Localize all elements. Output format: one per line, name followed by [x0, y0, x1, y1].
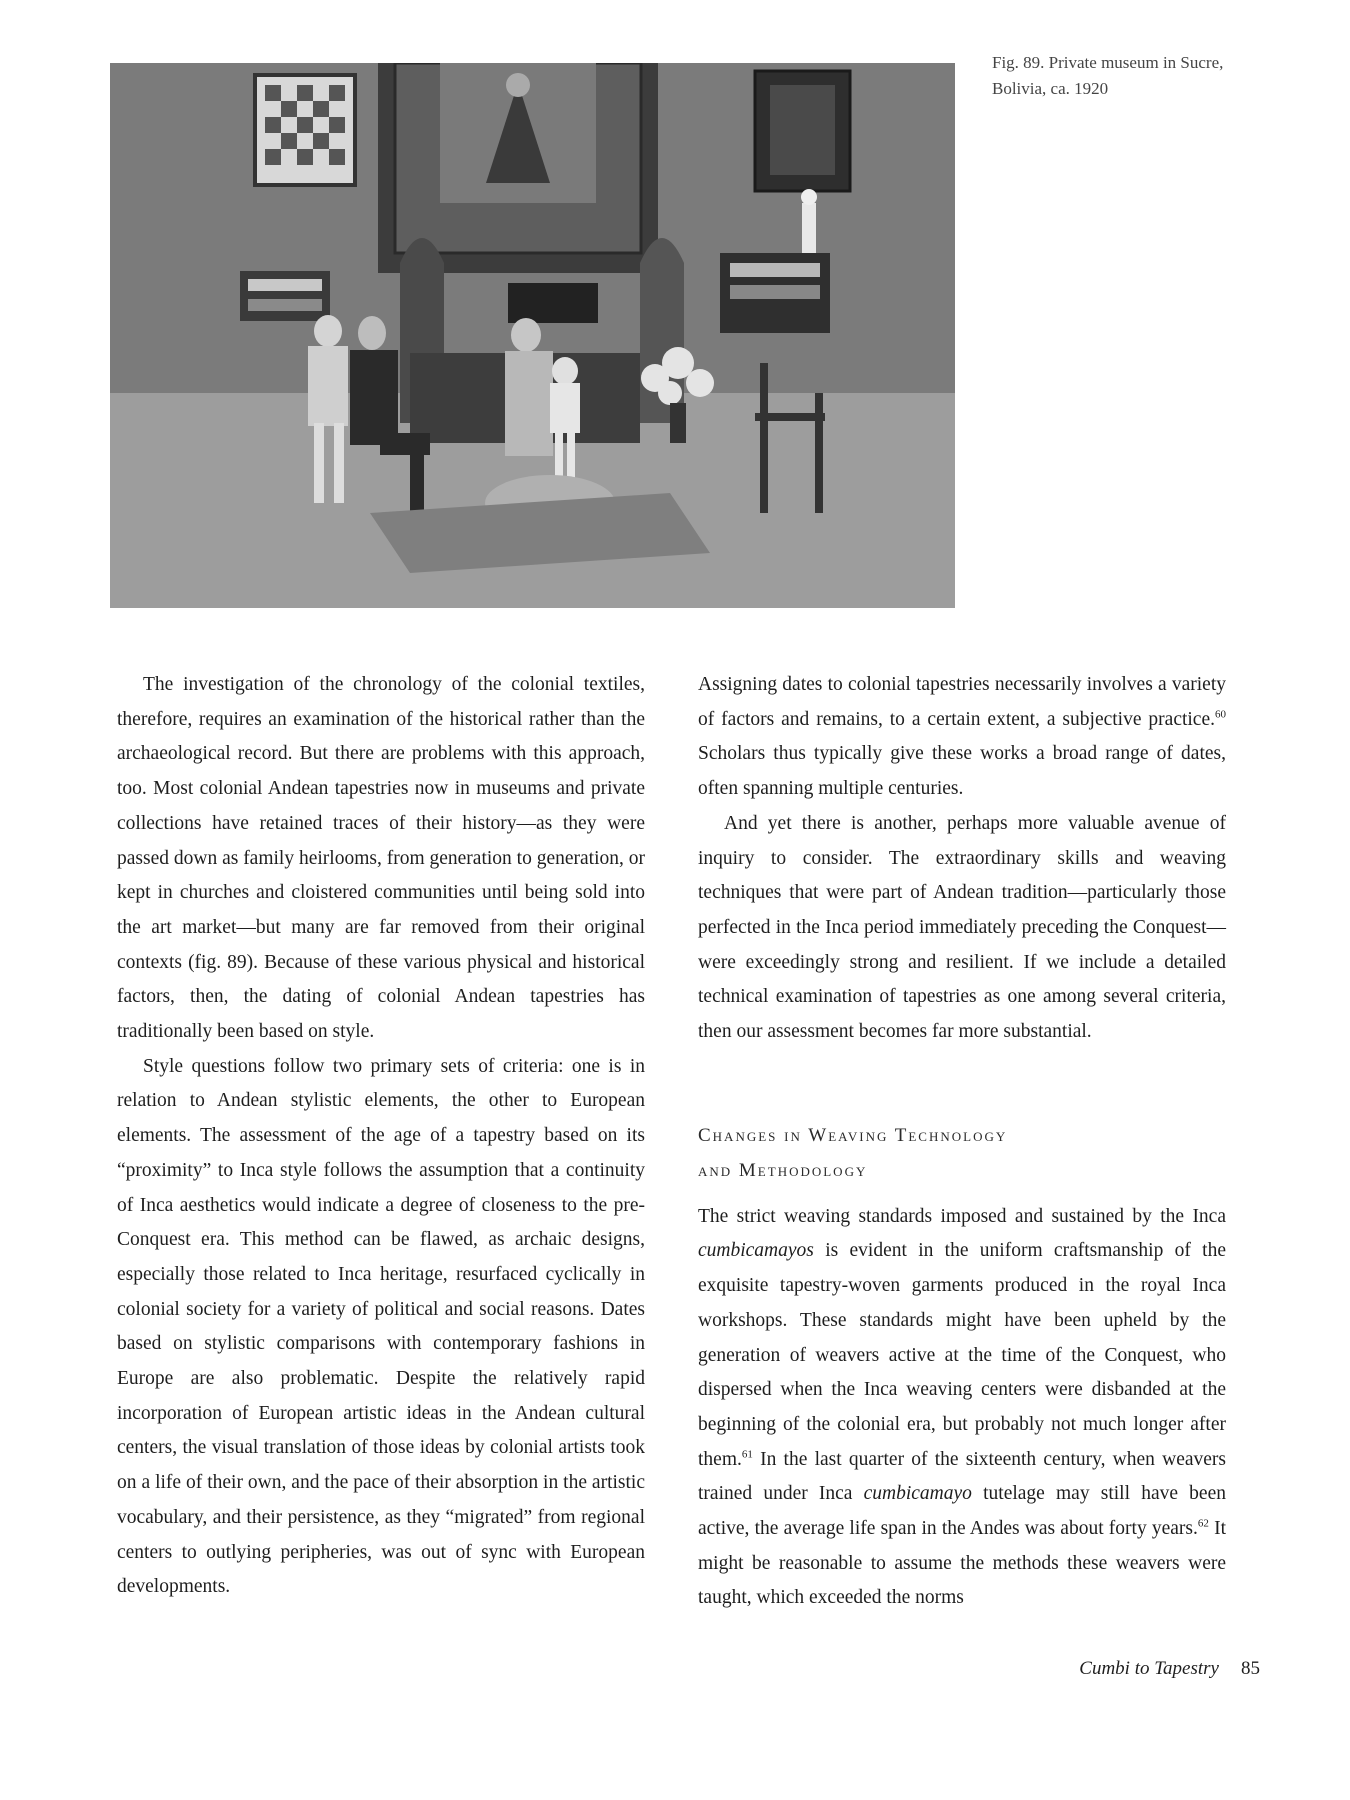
text-run: In the last quarter of the sixteenth century, when weavers trained under Inca — [698, 1448, 1226, 1505]
paragraph: The investigation of the chronology of the colonial textiles, therefore, requires an examination of the historical rather than the archaeological record. But there are problems with this approach, too. Most colonial Andean tapestries now in museums and private collections have retained traces of their history—as they were passed down as family heirlooms, from generation to generation, or kept in churches and cloistered communities until being sold into the art market—but many are far removed from their original contexts (fig. 89). Because of these various physical and historical factors, then, the dating of colonial Andean tapestries has traditionally been based on style. — [117, 674, 645, 1043]
footnote-ref: 62 — [1197, 1517, 1209, 1530]
paragraph — [698, 668, 1226, 807]
term: cumbicamayos — [698, 1240, 814, 1262]
paragraph: Style questions follow two primary sets of criteria: one is in relation to Andean stylistic elements, the other to European elements. The assessment of the age of a tapestry based on its “proximity” to Inca style follows the assumption that a continuity of Inca aesthetics would indicate a degree of closeness to the pre-Conquest era. This method can be flawed, as archaic designs, especially those related to Inca heritage, resurfaced cyclically in colonial society for a variety of political and social reasons. Dates based on stylistic comparisons with contemporary fashions in Europe are also problematic. Despite the relatively rapid incorporation of European artistic ideas in the Andean cultural centers, the visual translation of those ideas by colonial artists took on a life of their own, and the pace of their absorption in the artistic vocabulary, and their persistence, as they “migrated” from regional centers to outlying peripheries, was out of sync with European developments. — [117, 1055, 645, 1598]
left-column — [117, 668, 645, 1605]
caption-line-2: Bolivia, ca. 1920 — [992, 79, 1109, 98]
term: cumbicamayo — [863, 1483, 972, 1505]
text-run: The strict weaving standards imposed and sustained by the Inca — [698, 1205, 1226, 1227]
text-run: Assigning dates to colonial tapestries necessarily involves a variety of factors and remains, to a certain extent, a subjective practice. — [698, 674, 1226, 730]
page-footer — [1000, 1658, 1260, 1680]
footnote-ref: 60 — [1215, 708, 1226, 721]
caption-line-1: Fig. 89. Private museum in Sucre, — [992, 53, 1224, 72]
text-run: tutelage may still have been active, the average life span in the Andes was about forty years. — [698, 1483, 1226, 1540]
text-run: is evident in the uniform craftsmanship of the exquisite tapestry-woven garments produced in the royal Inca workshops. These standards might have been upheld by the generation of weavers active at the time of the Conquest, who dispersed when the Inca weaving centers were disbanded at the beginning of the colonial era, but probably not much longer after them. — [698, 1240, 1226, 1470]
text-run: Scholars thus typically give these works a broad range of dates, often spanning multiple centuries. — [698, 743, 1226, 800]
photo-illustration — [110, 63, 955, 608]
footnote-ref: 61 — [741, 1448, 753, 1461]
heading-line-2: and Methodology — [698, 1159, 868, 1181]
right-column — [698, 668, 1226, 1616]
page-number: 85 — [1241, 1658, 1260, 1679]
figure-caption — [992, 50, 1292, 102]
paragraph: And yet there is another, perhaps more valuable avenue of inquiry to consider. The extraordinary skills and weaving techniques that were part of Andean tradition—particularly those perfected in the Inca period immediately preceding the Conquest—were exceedingly strong and resilient. If we include a detailed technical examination of tapestries as one among several criteria, then our assessment becomes far more substantial. — [698, 812, 1226, 1043]
text-run: It might be reasonable to assume the methods these weavers were taught, which exceeded the norms — [698, 1518, 1226, 1609]
paragraph — [698, 1200, 1226, 1616]
running-title: Cumbi to Tapestry — [1079, 1658, 1219, 1679]
museum-photograph — [110, 63, 955, 608]
heading-line-1: Changes in Weaving Technology — [698, 1124, 1008, 1146]
section-heading — [698, 1118, 1226, 1188]
